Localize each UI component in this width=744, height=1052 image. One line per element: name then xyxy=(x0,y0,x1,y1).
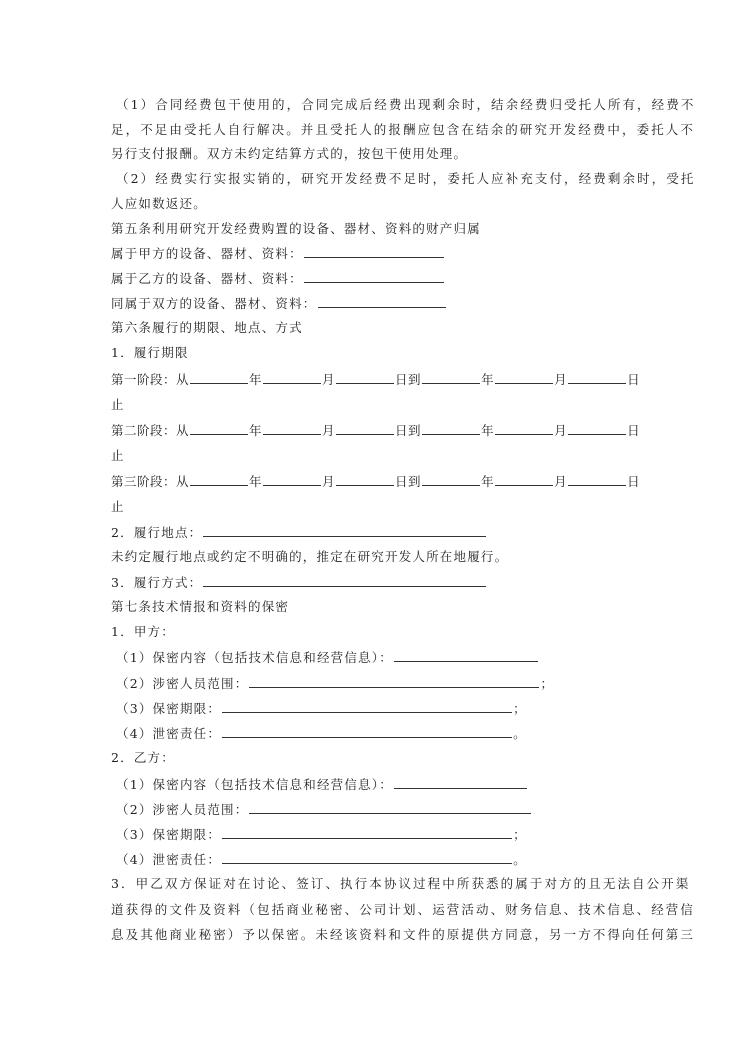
day-text: 日 xyxy=(627,372,641,387)
year-text: 年 xyxy=(249,372,263,387)
day-text: 日 xyxy=(627,474,641,489)
day-to-text: 日到 xyxy=(395,372,422,387)
party-b-item-2 xyxy=(116,801,532,818)
para1-line3: 另行支付报酬。双方未约定结算方式的，按包干使用处理。 xyxy=(111,146,468,161)
day-to-text: 日到 xyxy=(395,474,422,489)
stage3-start-year-field[interactable] xyxy=(190,473,248,486)
place-note: 未约定履行地点或约定不明确的，推定在研究开发人所在地履行。 xyxy=(111,549,509,564)
clause3-line3: 息及其他商业秘密）予以保密。未经该资料和文件的原提供方同意，另一方不得向任何第三 xyxy=(111,927,696,942)
month-text: 月 xyxy=(322,474,336,489)
article5-party-a-label: 属于甲方的设备、器材、资料： xyxy=(111,246,303,261)
stage2-end-month-field[interactable] xyxy=(495,422,553,435)
party-b-equipment-field[interactable] xyxy=(304,270,444,283)
stage3-start-day-field[interactable] xyxy=(336,473,394,486)
party-a-item-4 xyxy=(116,725,527,742)
stage1-start-day-field[interactable] xyxy=(336,371,394,384)
para1-line2: 足，不足由受托人自行解决。并且受托人的报酬应包含在结余的研究开发经费中，委托人不 xyxy=(111,122,696,137)
place-label: 2．履行地点： xyxy=(111,525,203,540)
month-text: 月 xyxy=(322,372,336,387)
item-label: （1）保密内容（包括技术信息和经营信息）： xyxy=(116,777,393,792)
stage1-end-day-field[interactable] xyxy=(568,371,626,384)
stage3-end-year-field[interactable] xyxy=(422,473,480,486)
stage-row-3 xyxy=(111,473,640,490)
method-label: 3．履行方式： xyxy=(111,575,203,590)
party-b-item-1 xyxy=(116,776,528,793)
item-suffix: 。 xyxy=(513,852,527,867)
item-label: （4）泄密责任： xyxy=(116,726,222,741)
clause3-line1: 3．甲乙双方保证对在讨论、签订、执行本协议过程中所获悉的属于对方的且无法自公开渠 xyxy=(111,876,691,891)
party-b-personnel-scope-field[interactable] xyxy=(249,801,531,814)
party-a-item-3 xyxy=(116,700,527,717)
article5-both-row xyxy=(111,295,447,312)
stage-label: 第三阶段：从 xyxy=(111,474,190,489)
stage2-end-day-field[interactable] xyxy=(568,422,626,435)
para1-line1: （1）合同经费包干使用的，合同完成后经费出现剩余时，结余经费归受托人所有，经费不 xyxy=(116,97,696,112)
stage2-start-year-field[interactable] xyxy=(190,422,248,435)
party-b-liability-field[interactable] xyxy=(222,851,512,864)
method-field[interactable] xyxy=(203,574,486,587)
stage-row-2 xyxy=(111,422,640,439)
item-label: （3）保密期限： xyxy=(116,827,222,842)
clause3-line2: 道获得的文件及资料（包括商业秘密、公司计划、运营活动、财务信息、技术信息、经营信 xyxy=(111,902,696,917)
item-label: （2）涉密人员范围： xyxy=(116,676,249,691)
party-b-heading: 2．乙方： xyxy=(111,750,175,765)
party-a-item-2 xyxy=(116,675,554,692)
party-b-period-field[interactable] xyxy=(222,826,512,839)
party-a-confidential-content-field[interactable] xyxy=(394,649,538,662)
both-equipment-field[interactable] xyxy=(318,295,446,308)
party-b-item-4 xyxy=(116,851,527,868)
stage1-end-month-field[interactable] xyxy=(495,371,553,384)
article5-title: 第五条利用研究开发经费购置的设备、器材、资料的财产归属 xyxy=(111,221,481,236)
article5-party-b-row xyxy=(111,270,445,287)
party-a-equipment-field[interactable] xyxy=(304,245,444,258)
item-label: （1）保密内容（包括技术信息和经营信息）： xyxy=(116,650,393,665)
item-label: （3）保密期限： xyxy=(116,701,222,716)
stage3-end: 止 xyxy=(111,499,125,514)
place-field[interactable] xyxy=(203,524,486,537)
party-a-liability-field[interactable] xyxy=(222,725,512,738)
para2-line1: （2）经费实行实报实销的，研究开发经费不足时，委托人应补充支付，经费剩余时，受托 xyxy=(116,171,696,186)
item-suffix: ； xyxy=(540,676,555,691)
item-label: （2）涉密人员范围： xyxy=(116,802,249,817)
article6-term-heading: 1．履行期限 xyxy=(111,345,189,360)
year-text: 年 xyxy=(249,474,263,489)
item-suffix: ； xyxy=(513,827,527,842)
item-label: （4）泄密责任： xyxy=(116,852,222,867)
month-text: 月 xyxy=(554,372,568,387)
day-to-text: 日到 xyxy=(395,423,422,438)
year-text: 年 xyxy=(481,423,495,438)
stage2-start-month-field[interactable] xyxy=(263,422,321,435)
party-a-period-field[interactable] xyxy=(222,700,512,713)
item-suffix: 。 xyxy=(513,726,527,741)
article6-title: 第六条履行的期限、地点、方式 xyxy=(111,320,303,335)
stage2-end-year-field[interactable] xyxy=(422,422,480,435)
item-suffix: ； xyxy=(513,701,527,716)
stage3-end-month-field[interactable] xyxy=(495,473,553,486)
month-text: 月 xyxy=(554,423,568,438)
para2-line2: 人应如数返还。 xyxy=(111,196,207,211)
party-a-item-1 xyxy=(116,649,539,666)
stage-label: 第一阶段：从 xyxy=(111,372,190,387)
article5-party-a-row xyxy=(111,245,445,262)
month-text: 月 xyxy=(322,423,336,438)
party-b-confidential-content-field[interactable] xyxy=(394,776,527,789)
stage-row-1 xyxy=(111,371,640,388)
method-row xyxy=(111,574,487,591)
party-a-heading: 1．甲方： xyxy=(111,624,175,639)
year-text: 年 xyxy=(481,474,495,489)
place-row xyxy=(111,524,487,541)
stage1-end: 止 xyxy=(111,397,125,412)
article7-title: 第七条技术情报和资料的保密 xyxy=(111,599,290,614)
stage2-start-day-field[interactable] xyxy=(336,422,394,435)
month-text: 月 xyxy=(554,474,568,489)
stage1-start-year-field[interactable] xyxy=(190,371,248,384)
stage1-start-month-field[interactable] xyxy=(263,371,321,384)
article5-party-b-label: 属于乙方的设备、器材、资料： xyxy=(111,271,303,286)
day-text: 日 xyxy=(627,423,641,438)
article5-both-label: 同属于双方的设备、器材、资料： xyxy=(111,296,317,311)
year-text: 年 xyxy=(481,372,495,387)
year-text: 年 xyxy=(249,423,263,438)
stage3-start-month-field[interactable] xyxy=(263,473,321,486)
stage3-end-day-field[interactable] xyxy=(568,473,626,486)
stage-label: 第二阶段：从 xyxy=(111,423,190,438)
party-b-item-3 xyxy=(116,826,527,843)
stage2-end: 止 xyxy=(111,448,125,463)
party-a-personnel-scope-field[interactable] xyxy=(249,675,539,688)
stage1-end-year-field[interactable] xyxy=(422,371,480,384)
